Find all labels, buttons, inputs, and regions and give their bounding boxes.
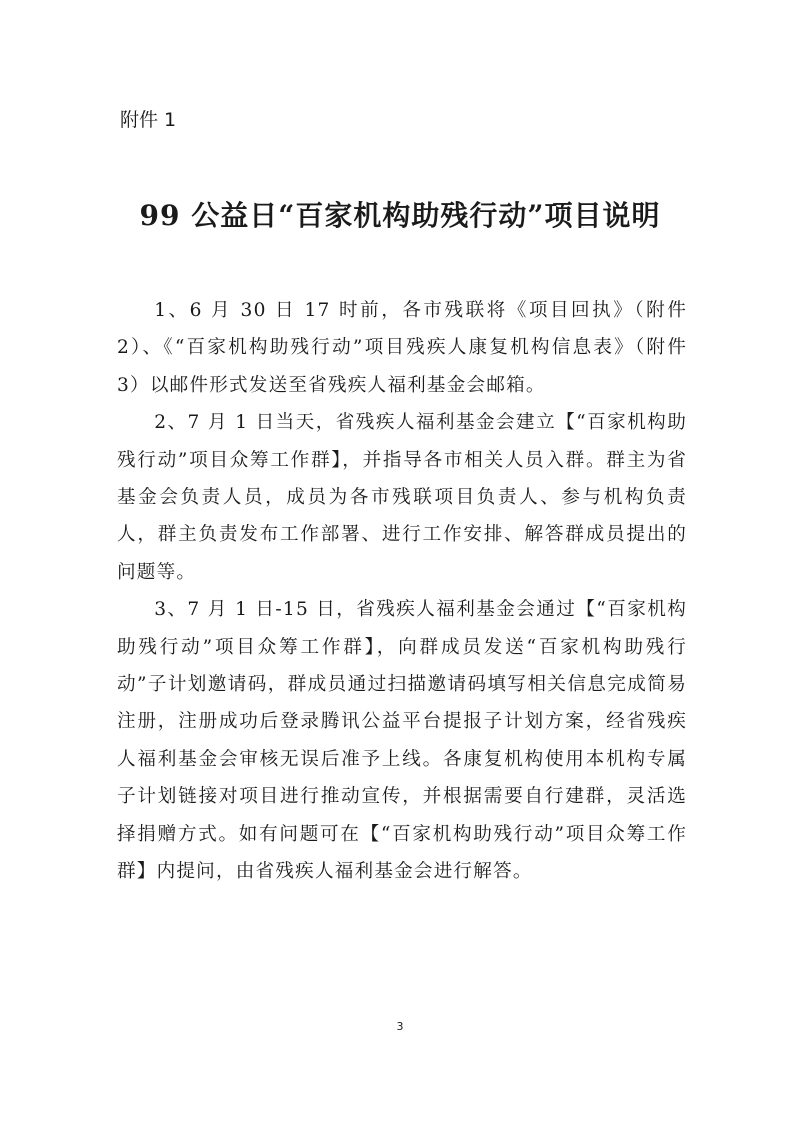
document-title: 99 公益日“百家机构助残行动”项目说明 [139, 199, 661, 232]
paragraph-3: 3、7 月 1 日-15 日，省残疾人福利基金会通过【“百家机构助残行动”项目众筹工作群】，向群成员发送“百家机构助残行动”子计划邀请码，群成员通过扫描邀请码填写相关信息完成简易注册，注册成功后登录腾讯公益平台提报子计划方案，经省残疾人福利基金会审核无误后准予上线。各康复机构使用本机构专属子计划链接对项目进行推动宣传，并根据需要自行建群，灵活选择捐赠方式。如有问题可在【“百家机构助残行动”项目众筹工作群】内提问，由省残疾人福利基金会进行解答。 [117, 599, 687, 883]
document-body [117, 292, 687, 891]
page-number: 3 [396, 1020, 404, 1033]
attachment-label: 附件 1 [120, 109, 177, 131]
paragraph-2: 2、7 月 1 日当天，省残疾人福利基金会建立【“百家机构助残行动”项目众筹工作群】，并指导各市相关人员入群。群主为省基金会负责人员，成员为各市残联项目负责人、参与机构负责人，群主负责发布工作部署、进行工作安排、解答群成员提出的问题等。 [117, 412, 687, 583]
paragraph-1: 1、6 月 30 日 17 时前，各市残联将《项目回执》（附件 2）、《“百家机构助残行动”项目残疾人康复机构信息表》（附件 3）以邮件形式发送至省残疾人福利基金会邮箱。 [117, 300, 687, 396]
